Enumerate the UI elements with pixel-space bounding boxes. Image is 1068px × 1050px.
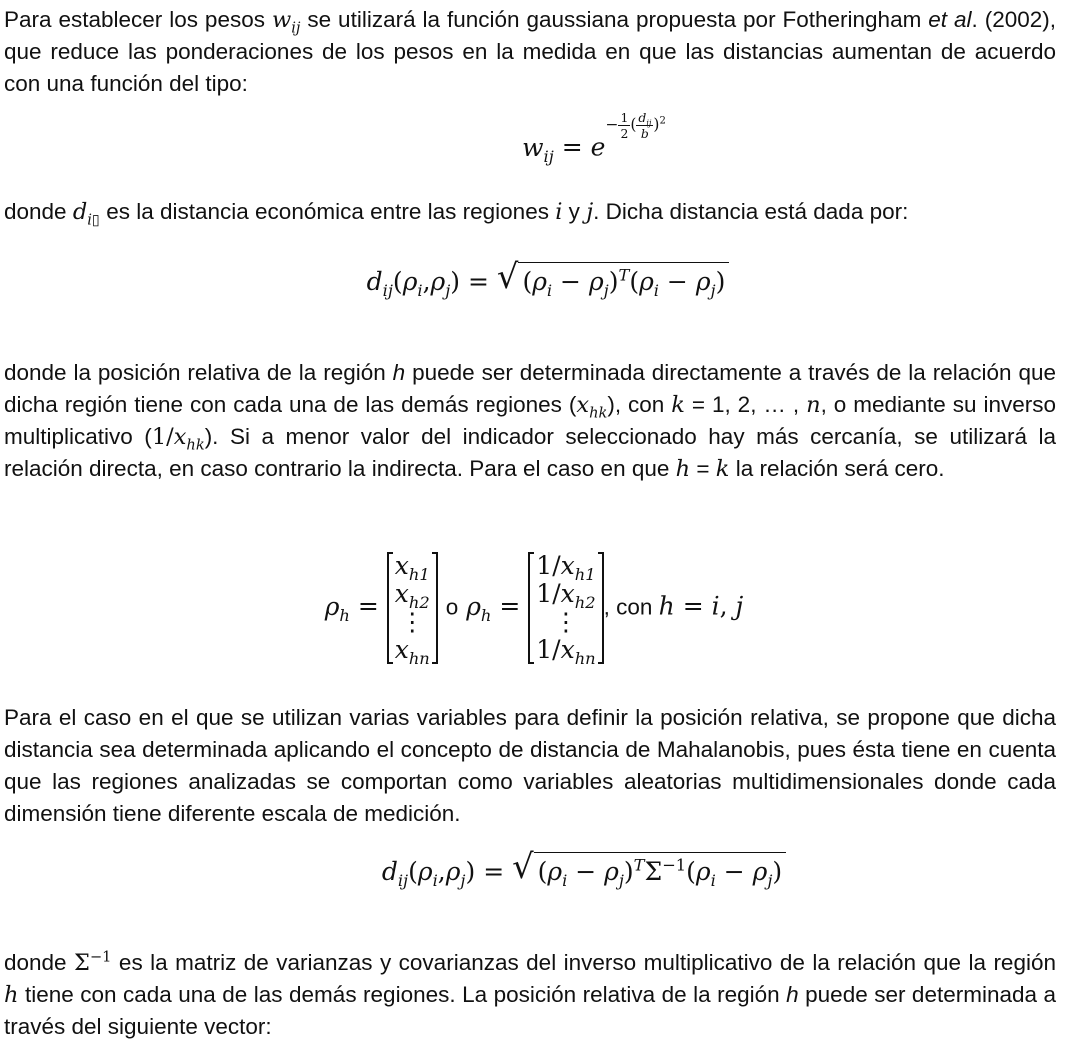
math-d-i: $d_{i▯}$	[72, 199, 100, 229]
text-run: donde	[4, 199, 73, 224]
text-run: la relación será cero.	[729, 456, 945, 481]
equation-gaussian-weight: $w_{ij} = e-$ $\frac{1}{2}$ ( $\frac{d_{ij}}{b}$ )$^2$	[522, 110, 666, 166]
text-run: puede ser determinada directamente a través de la relación que dicha región tiene con cada una de las demás regiones (	[4, 360, 1056, 417]
paragraph-relative-position: donde la posición relativa de la región h puede ser determinada directamente a través de la relación que dicha región tiene con cada una de las demás regiones $(x_{hk})$, con k = 1, 2, … , n, o mediante su inverso multiplicativo $(1/x_{hk})$. Si a menor valor del indicador seleccionado hay más cercanía, se utilizará la relación directa, en caso contrario la indirecta. Para el caso en que h = k la relación será cero.	[4, 360, 1056, 482]
matrix-inverse: $1/x_{h1}$ $1/x_{h2}$ ⋮ $1/x_{hn}$	[528, 552, 603, 664]
text-run: puede ser determinada a través del siguiente vector:	[4, 982, 1057, 1039]
text-run: tiene con cada una de las demás regiones. La posición relativa de la región	[18, 982, 787, 1007]
equation-euclidean-distance: $d_{ij}(\rho_i,\rho_j)$ = √ $(\rho_i - \rho_j)^T(\rho_i - \rho_j)$	[0, 262, 1068, 296]
text-con: , con	[603, 594, 659, 620]
text-run: ), con	[607, 392, 672, 417]
paragraph-weights-intro	[4, 4, 1056, 100]
text-run: donde la posición relativa de la región	[4, 360, 393, 385]
text-o: o	[445, 594, 459, 620]
matrix-direct: $x_{h1}$ $x_{h2}$ ⋮ $x_{hn}$	[387, 552, 438, 664]
text-run: es la distancia económica entre las regiones	[99, 199, 556, 224]
text-run: donde	[4, 950, 75, 975]
text-run: se utilizará la función gaussiana propuesta por Fotheringham	[300, 7, 929, 32]
paragraph-covariance: donde $\Sigma^{-1}$ es la matriz de varianzas y covarianzas del inverso multiplicativo de la relación que la región h tiene con cada una de las demás regiones. La posición relativa de la región h puede ser determinada a través del siguiente vector:	[4, 948, 1057, 1039]
text-run: es la matriz de varianzas y covarianzas del inverso multiplicativo de la relación que la región	[111, 950, 1056, 975]
paragraph-mahalanobis: Para el caso en el que se utilizan varias variables para definir la posición relativa, se propone que dicha distancia sea determinada aplicando el concepto de distancia de Mahalanobis, pues ésta tiene en cuenta que las regiones analizadas se comportan como variables aleatorias multidimensionales donde cada dimensión tiene diferente escala de medición.	[4, 705, 1056, 826]
text-run: Para establecer los pesos	[4, 7, 272, 32]
math-w-ij: $w_{ij}$	[271, 7, 301, 37]
text-run: ). Si a menor valor del indicador seleccionado hay más cercanía, se utilizará la relación directa, en caso contrario la indirecta. Para el caso en que	[4, 424, 1056, 481]
equation-mahalanobis-distance: $d_{ij}(\rho_i,\rho_j)$ = √ $(\rho_i - \rho_j)^T\Sigma^{-1}(\rho_i - \rho_j)$	[0, 852, 1068, 886]
text-et-al: et al	[928, 7, 972, 32]
paragraph-distance-def: donde $d_{i▯}$ es la distancia económica entre las regiones i y j. Dicha distancia está dada por:	[4, 199, 909, 229]
text-run: . Dicha distancia está dada por:	[593, 199, 909, 224]
text-run: , o mediante su inverso multiplicativo (	[4, 392, 1056, 449]
equation-rho-vectors: $\rho_h$ = $x_{h1}$ $x_{h2}$ ⋮ $x_{hn}$ o $\rho_h$ = $1/x_{h1}$ $1/x_{h2}$ ⋮ $1/x_{hn}$ , con h = i, j	[324, 551, 744, 668]
text-run: . (2002), que reduce las ponderaciones de los pesos en la medida en que las distancias aumentan de acuerdo con una función del tipo:	[4, 7, 1057, 96]
text-run: y	[562, 199, 587, 224]
